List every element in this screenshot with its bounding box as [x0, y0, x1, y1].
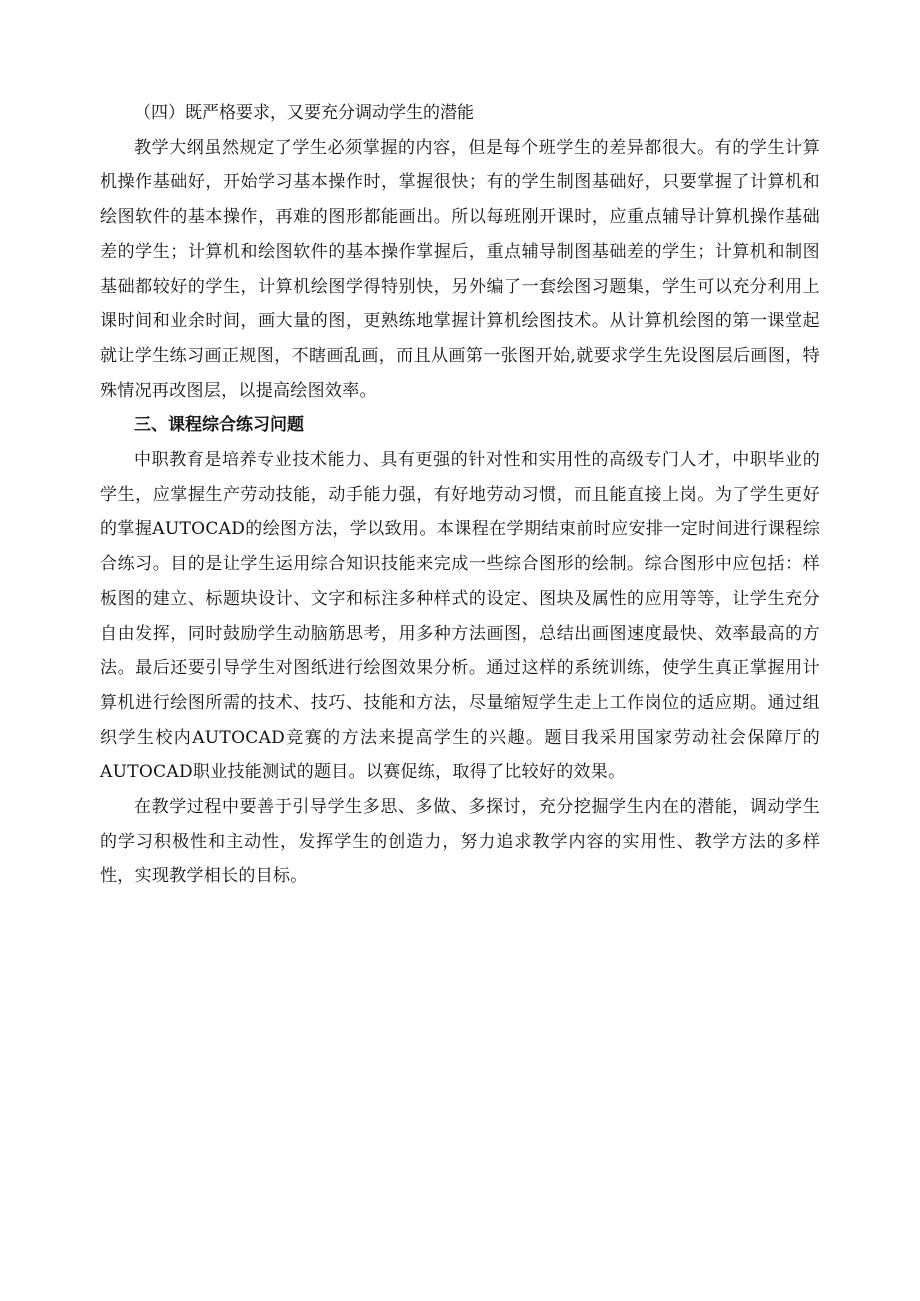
- section-heading-3: 三、课程综合练习问题: [134, 415, 304, 436]
- paragraph-comprehensive-practice: 中职教育是培养专业技术能力、具有更强的针对性和实用性的高级专门人才，中职毕业的学生，应掌握生产劳动技能，动手能力强，有好地劳动习惯，而且能直接上岗。为了学生更好的掌握AUTOCAD的绘图方法，学以致用。本课程在学期结束前时应安排一定时间进行课程综合练习。目的是让学生运用综合知识技能来完成一些综合图形的绘制。综合图形中应包括：样板图的建立、标题块设计、文字和标注多种样式的设定、图块及属性的应用等等，让学生充分自由发挥，同时鼓励学生动脑筋思考，用多种方法画图，总结出画图速度最快、效率最高的方法。最后还要引导学生对图纸进行绘图效果分析。通过这样的系统训练，使学生真正掌握用计算机进行绘图所需的技术、技巧、技能和方法，尽量缩短学生走上工作岗位的适应期。通过组织学生校内AUTOCAD竞赛的方法来提高学生的兴趣。题目我采用国家劳动社会保障厅的AUTOCAD职业技能测试的题目。以赛促练，取得了比较好的效果。: [100, 450, 820, 783]
- document-body: [100, 96, 820, 894]
- paragraph-teaching-process: 在教学过程中要善于引导学生多思、多做、多探讨，充分挖掘学生内在的潜能，调动学生的学习积极性和主动性，发挥学生的创造力，努力追求教学内容的实用性、教学方法的多样性，实现教学相长的目标。: [100, 797, 820, 887]
- paragraph-curriculum-differences: 教学大纲虽然规定了学生必须掌握的内容，但是每个班学生的差异都很大。有的学生计算机操作基础好，开始学习基本操作时，掌握很快；有的学生制图基础好，只要掌握了计算机和绘图软件的基本操作，再难的图形都能画出。所以每班刚开课时，应重点辅导计算机操作基础差的学生；计算机和绘图软件的基本操作掌握后，重点辅导制图基础差的学生；计算机和制图基础都较好的学生，计算机绘图学得特别快，另外编了一套绘图习题集，学生可以充分利用上课时间和业余时间，画大量的图，更熟练地掌握计算机绘图技术。从计算机绘图的第一课堂起就让学生练习画正规图，不瞎画乱画，而且从画第一张图开始,就要求学生先设图层后画图，特殊情况再改图层，以提高绘图效率。: [100, 137, 820, 401]
- section-heading-4: （四）既严格要求，又要充分调动学生的潜能: [134, 103, 474, 123]
